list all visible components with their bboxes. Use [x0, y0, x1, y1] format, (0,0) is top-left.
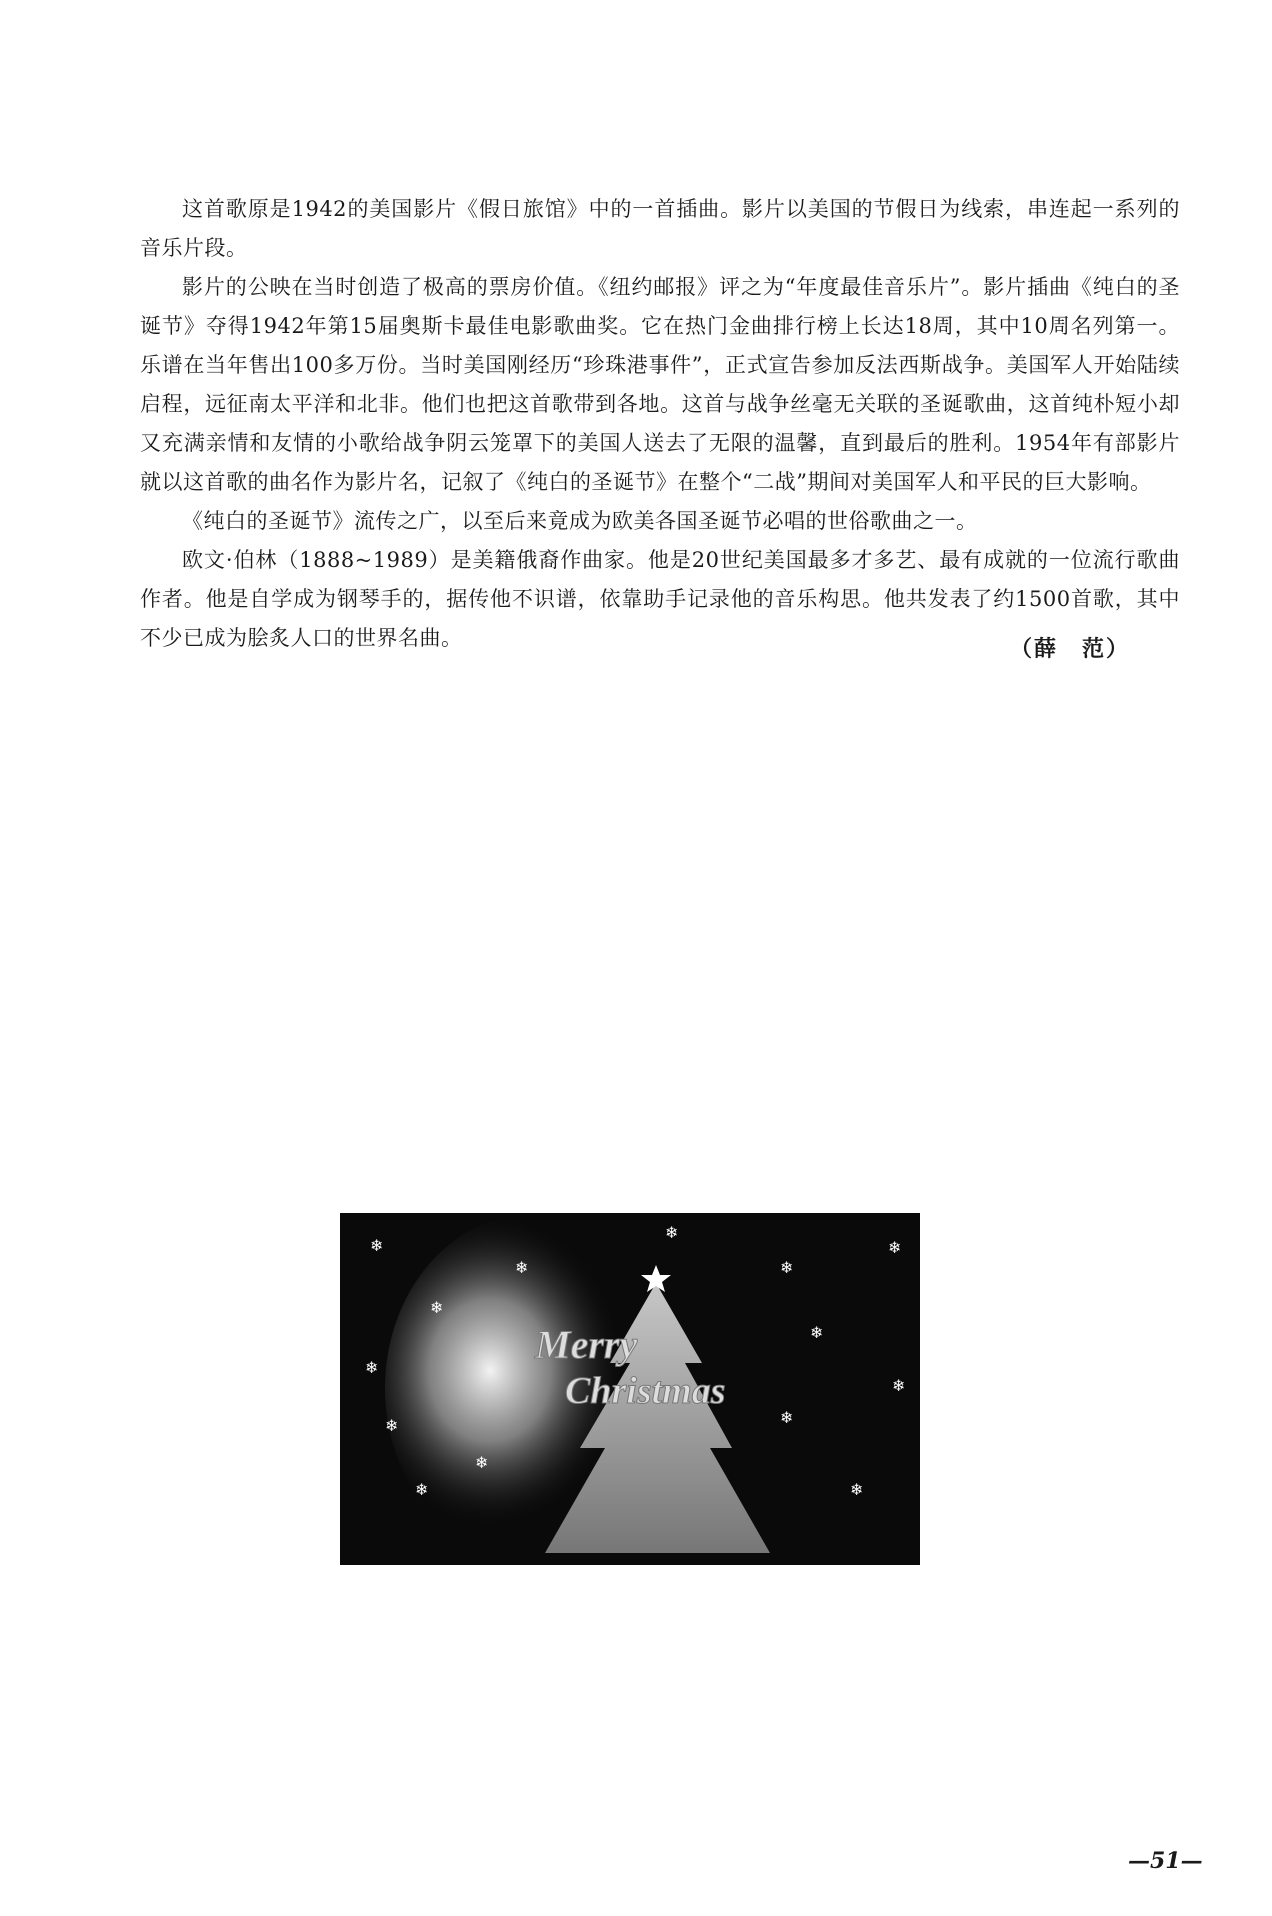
paragraph: 这首歌原是1942的美国影片《假日旅馆》中的一首插曲。影片以美国的节假日为线索，串连起一系列的音乐片段。 — [140, 197, 1180, 260]
christmas-photo — [340, 1213, 920, 1565]
snowflake-icon: ❄ — [892, 1376, 906, 1395]
snowflake-icon: ❄ — [475, 1453, 489, 1472]
page-number: —51— — [1128, 1848, 1203, 1874]
snowflake-icon: ❄ — [810, 1323, 824, 1342]
snowflake-icon: ❄ — [370, 1236, 384, 1255]
paragraph: 影片的公映在当时创造了极高的票房价值。《纽约邮报》评之为“年度最佳音乐片”。影片插曲《纯白的圣诞节》夺得1942年第15届奥斯卡最佳电影歌曲奖。它在热门金曲排行榜上长达18周，其中10周名列第一。乐谱在当年售出100多万份。当时美国刚经历“珍珠港事件”，正式宣告参加反法西斯战争。美国军人开始陆续启程，远征南太平洋和北非。他们也把这首歌带到各地。这首与战争丝毫无关联的圣诞歌曲，这首纯朴短小却又充满亲情和友情的小歌给战争阴云笼罩下的美国人送去了无限的温馨，直到最后的胜利。1954年有部影片就以这首歌的曲名作为影片名，记叙了《纯白的圣诞节》在整个“二战”期间对美国军人和平民的巨大影响。 — [140, 275, 1180, 494]
snowflake-icon: ❄ — [780, 1258, 794, 1277]
paragraph: 欧文·伯林（1888~1989）是美籍俄裔作曲家。他是20世纪美国最多才多艺、最有成就的一位流行歌曲作者。他是自学成为钢琴手的，据传他不识谱，依靠助手记录他的音乐构思。他共发表了约1500首歌，其中不少已成为脍炙人口的世界名曲。 — [140, 548, 1180, 650]
christmas-text: Christmas — [565, 1370, 726, 1412]
snowflake-icon: ❄ — [430, 1298, 444, 1317]
snowflake-icon: ❄ — [365, 1358, 379, 1377]
snowflake-icon: ❄ — [385, 1416, 399, 1435]
paragraph: 《纯白的圣诞节》流传之广，以至后来竟成为欧美各国圣诞节必唱的世俗歌曲之一。 — [182, 509, 978, 533]
christmas-tree-illustration — [340, 1213, 920, 1565]
snowflake-icon: ❄ — [850, 1480, 864, 1499]
author-credit: （薛 范） — [1010, 636, 1131, 662]
article-body — [140, 190, 1180, 658]
snowflake-icon: ❄ — [415, 1480, 429, 1499]
snowflake-icon: ❄ — [665, 1223, 679, 1242]
snowflake-icon: ❄ — [515, 1258, 529, 1277]
snowflake-icon: ❄ — [780, 1408, 794, 1427]
merry-text: Merry — [535, 1322, 638, 1367]
snowflake-icon: ❄ — [888, 1238, 902, 1257]
